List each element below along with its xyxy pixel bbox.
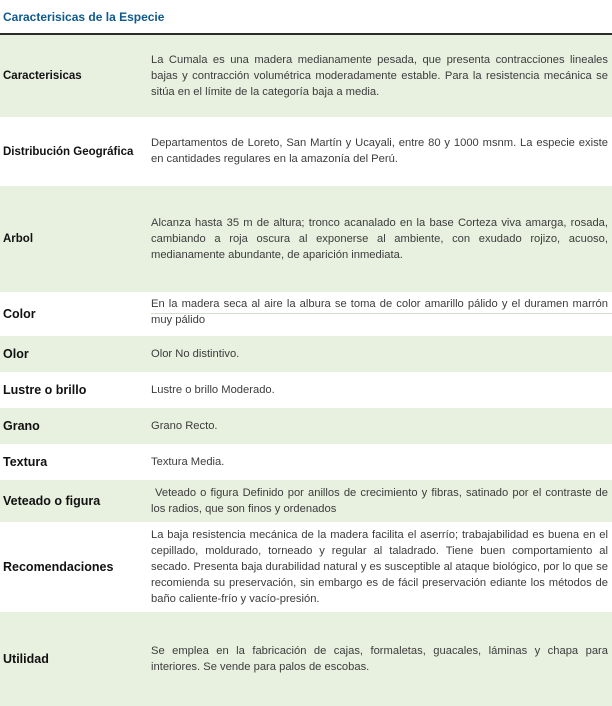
row-label: Distribución Geográfica [3, 145, 134, 158]
row-value-text: Lustre o brillo Moderado. [151, 384, 275, 396]
table-row [0, 444, 612, 480]
row-label: Grano [3, 419, 40, 433]
row-label: Lustre o brillo [3, 383, 87, 397]
row-value-text: Se emplea en la fabricación de cajas, formaletas, guacales, láminas y chapa para interiores. Se vende para palos de escobas. [151, 645, 608, 673]
table-row [0, 480, 612, 522]
table-row [0, 336, 612, 372]
table-row [0, 292, 612, 336]
page-title: Caracterisicas de la Especie [3, 10, 165, 24]
row-value [151, 35, 608, 117]
row-value [151, 292, 608, 336]
row-label: Color [3, 307, 36, 321]
row-value-text: Textura Media. [151, 456, 225, 468]
row-label: Veteado o figura [3, 494, 101, 508]
row-value [151, 444, 608, 480]
row-value-text: Veteado o figura Definido por anillos de crecimiento y fibras, satinado por el contraste de los radios, que son finos y ordenados [151, 487, 608, 515]
row-value [151, 480, 608, 522]
table-row [0, 522, 612, 612]
row-label: Caracterisicas [3, 70, 82, 82]
row-value-text: Grano Recto. [151, 420, 218, 432]
row-label: Utilidad [3, 652, 49, 666]
table-row [0, 117, 612, 186]
table-row [0, 408, 612, 444]
row-label: Recomendaciones [3, 560, 114, 574]
row-value [151, 117, 608, 186]
row-value [151, 408, 608, 444]
table-row [0, 186, 612, 292]
row-value-text: Alcanza hasta 35 m de altura; tronco acanalado en la base Corteza viva amarga, rosada, cambiando a roja oscura al exponerse al ambiente, con exudado rojizo, acuoso, medianamente abundante, de aparición inmediata. [151, 217, 608, 261]
row-value-text: En la madera seca al aire la albura se toma de color amarillo pálido y el duramen marrón muy pálido [151, 298, 608, 326]
row-value-text: Olor No distintivo. [151, 348, 240, 360]
row-value-text: Departamentos de Loreto, San Martín y Ucayali, entre 80 y 1000 msnm. La especie existe en cantidades regulares en la amazonía del Perú. [151, 137, 608, 165]
row-value-text: La baja resistencia mecánica de la madera facilita el aserrío; trabajabilidad es buena en el cepillado, moldurado, torneado y regular al taladrado. Tiene buen comportamiento al secado. Presenta baja durabilidad natural y es susceptible al ataque biológico, por lo que se recomienda su preservación, sin embargo es de fácil preservación ediante los métodos de baño caliente-frío y vacío-presión. [151, 529, 608, 605]
row-divider [151, 313, 612, 314]
row-value-text: La Cumala es una madera medianamente pesada, que presenta contracciones lineales bajas y contracción volumétrica moderadamente estable. Para la resistencia mecánica se sitúa en el límite de la categoría baja a media. [151, 54, 608, 98]
row-value [151, 372, 608, 408]
row-value [151, 186, 608, 292]
table-row [0, 372, 612, 408]
row-value [151, 336, 608, 372]
row-value [151, 612, 608, 706]
row-label: Arbol [3, 233, 34, 245]
table-row [0, 35, 612, 117]
table-row [0, 612, 612, 706]
row-label: Textura [3, 455, 48, 469]
row-label: Olor [3, 347, 29, 361]
row-value [151, 522, 608, 612]
